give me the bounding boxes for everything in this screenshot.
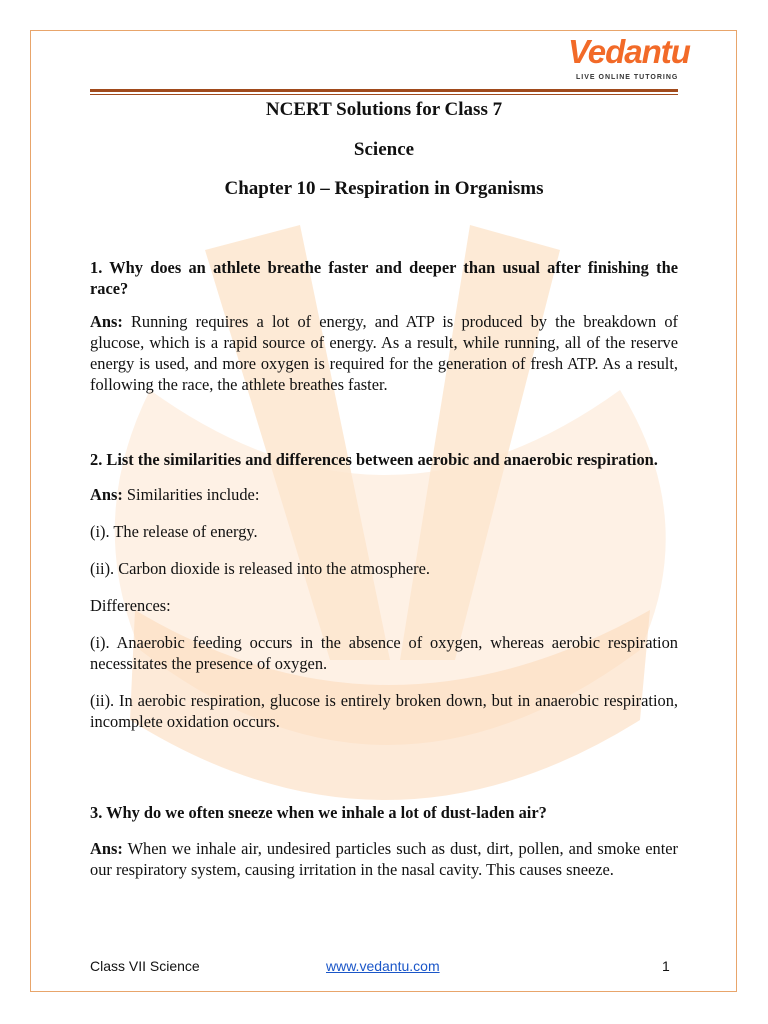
answer-1 xyxy=(90,311,678,395)
footer-class-label: Class VII Science xyxy=(90,958,200,974)
answer-line: (i). Anaerobic feeding occurs in the absence of oxygen, whereas aerobic respiration necessitates the presence of oxygen. xyxy=(90,633,678,673)
question-block-1 xyxy=(90,257,678,395)
answer-line: (i). The release of energy. xyxy=(90,522,258,541)
answer-text: Running requires a lot of energy, and ATP is produced by the breakdown of glucose, which is a rapid source of energy. As a result, while running, all of the reserve energy is used, and more oxygen is required for the generation of fresh ATP. As a result, following the race, the athlete breathes faster. xyxy=(90,312,678,394)
website-link[interactable]: www.vedantu.com xyxy=(326,958,440,974)
logo-wordmark: Vedantu xyxy=(568,33,690,70)
logo-tagline: LIVE ONLINE TUTORING xyxy=(576,74,679,81)
question-block-2 xyxy=(90,449,678,732)
vedantu-logo xyxy=(560,33,690,84)
header-rule-thin xyxy=(90,94,678,95)
answer-label: Ans: xyxy=(90,839,123,858)
answer-label: Ans: xyxy=(90,312,123,331)
answer-text: Similarities include: xyxy=(126,485,260,504)
answer-2 xyxy=(90,484,678,505)
question-2: 2. List the similarities and differences between aerobic and anaerobic respiration. xyxy=(90,450,658,469)
footer-link-wrapper xyxy=(326,958,440,974)
header-rule xyxy=(90,89,678,92)
document-title: NCERT Solutions for Class 7 xyxy=(265,99,503,120)
chapter-title: Chapter 10 – Respiration in Organisms xyxy=(224,178,544,199)
subject-title: Science xyxy=(353,139,415,160)
answer-line: Differences: xyxy=(90,596,171,615)
answer-line: (ii). Carbon dioxide is released into the atmosphere. xyxy=(90,559,431,578)
answer-line: (ii). In aerobic respiration, glucose is entirely broken down, but in anaerobic respiration, incomplete oxidation occurs. xyxy=(90,691,678,731)
answer-text: When we inhale air, undesired particles such as dust, dirt, pollen, and smoke enter our respiratory system, causing irritation in the nasal cavity. This causes sneeze. xyxy=(90,839,678,879)
answer-3 xyxy=(90,838,678,880)
question-block-3 xyxy=(90,802,678,880)
page-number: 1 xyxy=(662,958,670,974)
question-1: 1. Why does an athlete breathe faster and deeper than usual after finishing the race? xyxy=(90,258,678,298)
question-3: 3. Why do we often sneeze when we inhale a lot of dust-laden air? xyxy=(90,803,547,822)
answer-label: Ans: xyxy=(90,485,123,504)
